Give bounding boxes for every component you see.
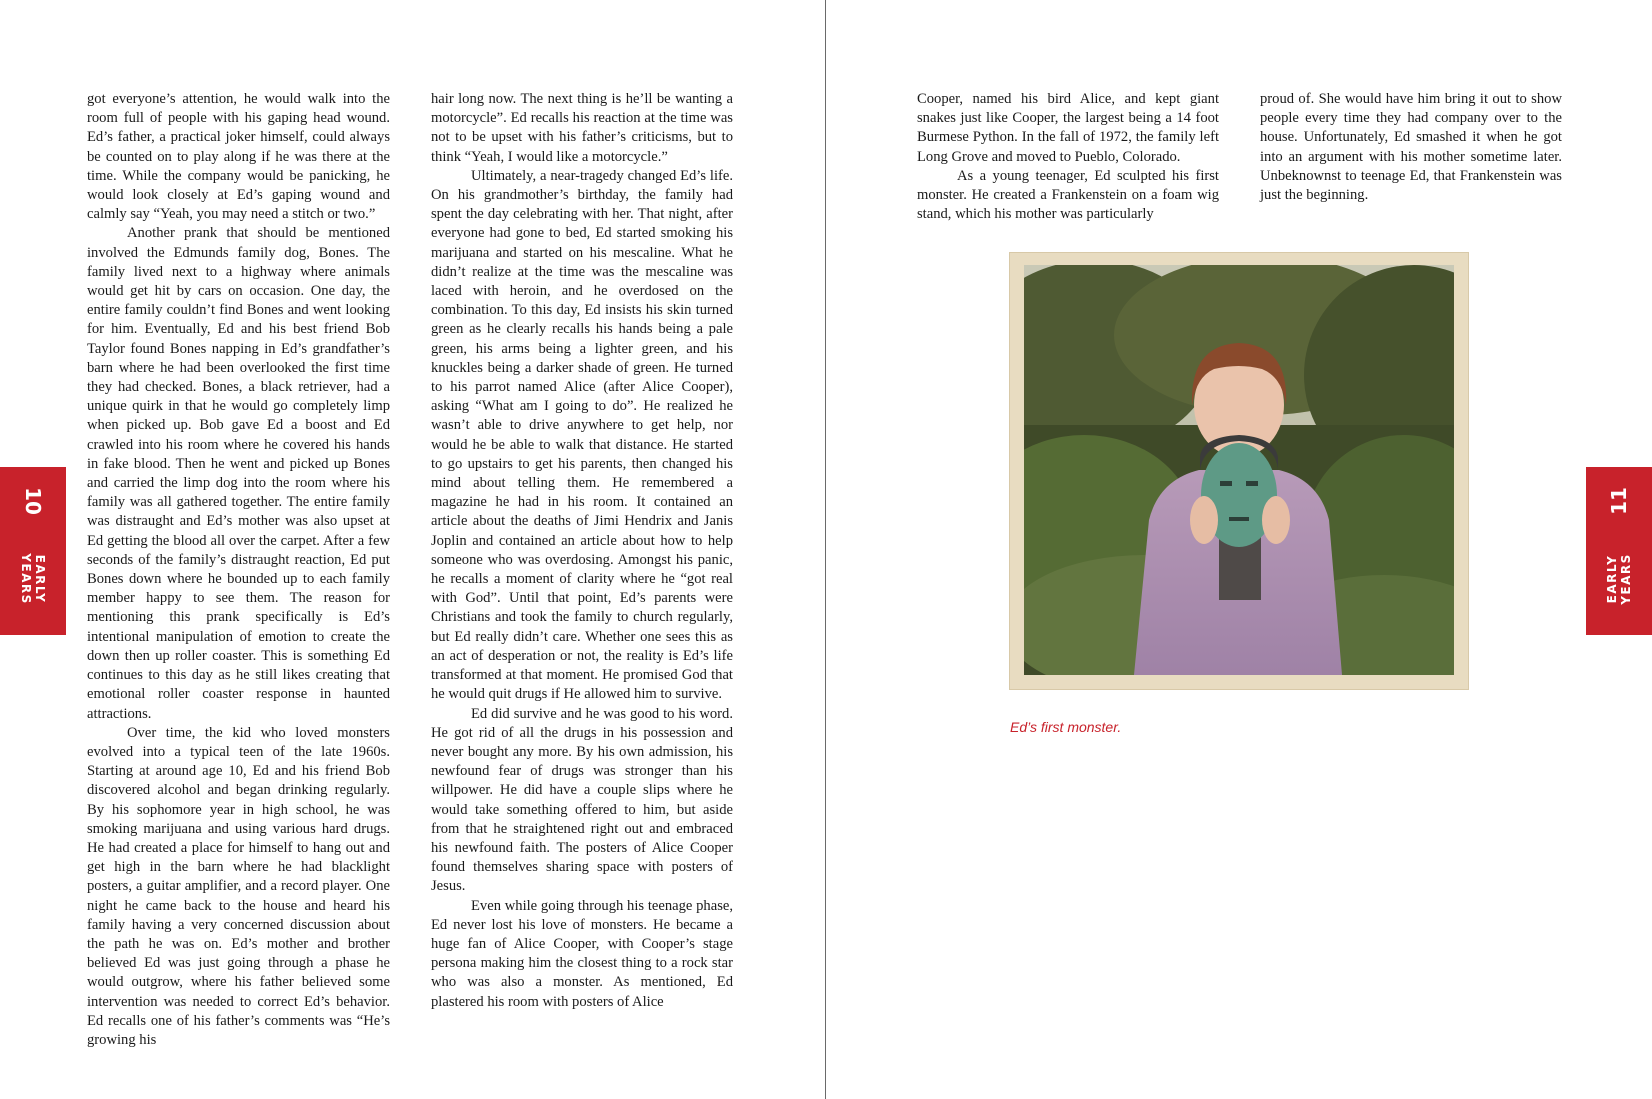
text-column-3	[917, 90, 1219, 224]
mouth	[1229, 517, 1249, 521]
paragraph: Over time, the kid who loved monsters evolved into a typical teen of the late 1960s. Starting at around age 10, Ed and his friend Bob discovered alcohol and began drinking regularly. By his sophomore year in high school, he was smoking marijuana and using various hard drugs. He had created a place for himself to hang out and get high in the barn where he had blacklight posters, a guitar amplifier, and a record player. One night he came back to the house and heard his family having a very concerned discussion about the path he was on. Ed’s mother and brother believed Ed was just going through a phase he would outgrow, where his father believed some intervention was needed to correct Ed’s behavior. Ed recalls one of his father’s comments was “He’s growing his	[87, 724, 390, 1048]
text-column-4	[1260, 90, 1562, 205]
paragraph: Ultimately, a near-tragedy changed Ed’s life. On his grandmother’s birthday, the family had spent the day celebrating with her. That night, after everyone had gone to bed, Ed started smoking his marijuana and started on his mescaline. What he didn’t realize at the time was the mescaline was laced with heroin, and he overdosed on the combination. To this day, Ed insists his skin turned green as he clearly recalls his hands being a pale green, his arms being a lighter green, and his knuckles being a darker shade of green. He turned to his parrot named Alice (after Alice Cooper), asking “What am I going to do”. He realized he wasn’t able to drive anywhere to get help, nor would he be able to walk that distance. He started to go upstairs to get his parents, then changed his mind about telling them. He remembered a magazine he had in his room. It contained an article about the deaths of Jimi Hendrix and Janis Joplin and contained an article about how to help someone who was overdosing. Amongst his panic, he recalls a moment of clarity where he “got real with God”. Until that point, Ed’s parents were Christians and took the family to church regularly, but Ed really didn’t care. Whether one sees this as an act of desperation or not, the reality is Ed’s life transformed at that moment. He promised God that he would quit drugs if He allowed him to survive.	[431, 167, 733, 703]
hand-right	[1262, 496, 1290, 544]
left-page-tab	[0, 467, 66, 635]
eye	[1220, 481, 1232, 486]
section-label-line: YEARS	[19, 553, 33, 605]
right-page-tab	[1586, 467, 1652, 635]
page-number: 10	[21, 487, 45, 515]
text-column-1	[87, 90, 390, 1050]
paragraph: proud of. She would have him bring it out to show people every time they had company over to the house. Unfortunately, Ed smashed it when he got into an argument with his mother sometime later. Unbeknownst to teenage Ed, that Frankenstein was just the beginning.	[1260, 91, 1562, 204]
hand-left	[1190, 496, 1218, 544]
section-label-line: EARLY	[1605, 554, 1619, 604]
text-column-2	[431, 90, 733, 1012]
section-label	[15, 529, 51, 629]
photo	[1010, 253, 1468, 689]
page-spine	[825, 0, 826, 1099]
paragraph: Even while going through his teenage phase, Ed never lost his love of monsters. He became a huge fan of Alice Cooper, with Cooper’s stage persona making him the closest thing to a rock star who was also a monster. As mentioned, Ed plastered his room with posters of Alice	[431, 897, 733, 1010]
paragraph: Ed did survive and he was good to his word. He got rid of all the drugs in his possession and never bought any more. By his own admission, his newfound fear of drugs was stronger than his willpower. He did have a couple slips where he would take something offered to him, but aside from that he straightened right out and embraced his newfound faith. The posters of Alice Cooper found themselves sharing space with posters of Jesus.	[431, 705, 733, 895]
section-label-line: EARLY	[33, 554, 47, 604]
page-number: 11	[1607, 487, 1631, 515]
section-label-line: YEARS	[1619, 553, 1633, 605]
eye	[1246, 481, 1258, 486]
section-label	[1601, 529, 1637, 629]
photo-caption: Ed’s first monster.	[1010, 719, 1122, 735]
paragraph: As a young teenager, Ed sculpted his first monster. He created a Frankenstein on a foam wig stand, which his mother was particularly	[917, 167, 1219, 223]
photo-illustration	[1024, 265, 1454, 675]
paragraph: Cooper, named his bird Alice, and kept giant snakes just like Cooper, the largest being a 14 foot Burmese Python. In the fall of 1972, the family left Long Grove and moved to Pueblo, Colorado.	[917, 91, 1219, 165]
paragraph: got everyone’s attention, he would walk into the room full of people with his gaping head wound. Ed’s father, a practical joker himself, could always be counted on to play along if he was there at the time. While the company would be panicking, he would look closely at Ed’s gaping wound and calmly say “Yeah, you may need a stitch or two.”	[87, 91, 390, 223]
paragraph: Another prank that should be mentioned involved the Edmunds family dog, Bones. The family lived next to a highway where animals would get hit by cars on occasion. One day, the entire family couldn’t find Bones and went looking for him. Eventually, Ed and his best friend Bob Taylor found Bones napping in Ed’s grandfather’s barn where he had been overlooked the first time they had checked. Bones, a black retriever, had a unique quirk in that he would go completely limp when picked up. Bob gave Ed a boost and Ed crawled into his room where he covered his hands in fake blood. Then he went and picked up Bones and carried the limp dog into the room where his family was all gathered together. The entire family was distraught and Ed’s mother was also upset at Ed getting the blood all over the carpet. After a few seconds of the family’s distraught reaction, Ed put Bones down where he bounded up to each family member happy to see them. The reason for mentioning this prank specifically is Ed’s intentional manipulation of emotion to create the down then up roller coaster. This is something Ed continues to this day as he still likes creating that emotional roller coaster response in haunted attractions.	[87, 225, 390, 722]
paragraph: hair long now. The next thing is he’ll be wanting a motorcycle”. Ed recalls his reaction at the time was not to be upset with his father’s criticisms, but to think “Yeah, I would like a motorcycle.”	[431, 91, 733, 165]
